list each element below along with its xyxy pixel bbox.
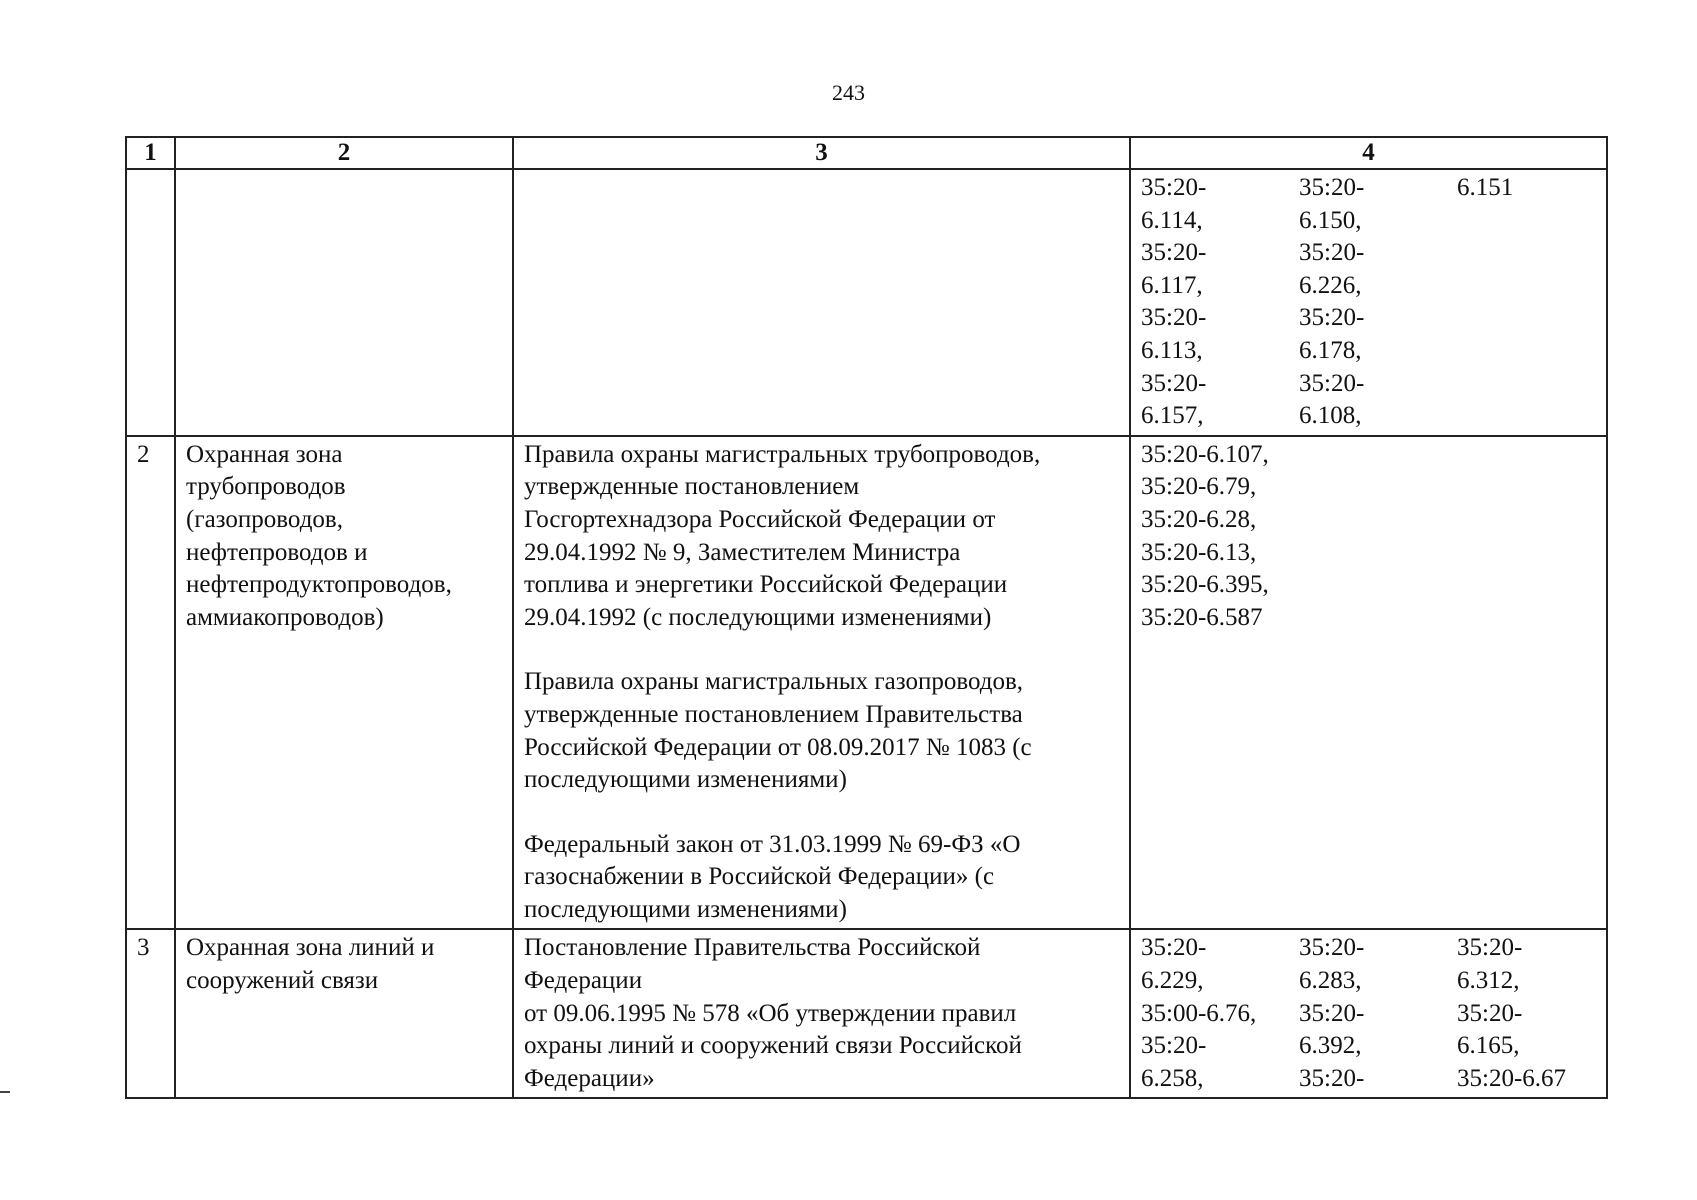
registry-number: 35:20-6.13, [1141,538,1257,566]
legal-document-text: Правила охраны магистральных газопроводов, утвержденные постановлением Правительства Российской Федерации от 08.09.2017 № 1083 (с последующими изменениями) [524,668,1032,794]
registry-number-column [1141,439,1299,635]
legal-basis [513,436,1130,930]
registry-number: 35:20-6.395, [1141,571,1269,599]
row-number: 2 [126,436,175,930]
registry-number: 35:20- [1299,1064,1365,1092]
registry-number-column [1141,932,1299,1095]
registry-number: 6.113, [1141,336,1203,364]
registry-number: 35:20-6.107, [1141,440,1269,468]
legal-document-text: Федеральный закон от 31.03.1999 № 69-ФЗ «О газоснабжении в Российской Федерации» (с последующими изменениями) [524,830,1021,923]
registry-number: 35:20- [1141,934,1207,962]
table-row [126,169,1607,436]
registry-number: 35:20- [1299,999,1365,1027]
legal-basis [513,169,1130,436]
registry-number: 6.392, [1299,1032,1362,1060]
zone-name: Охранная зона линий и сооружений связи [175,929,513,1098]
registry-number: 35:20- [1299,304,1365,332]
table-row [126,929,1607,1098]
registry-number: 6.157, [1141,402,1204,430]
registry-number: 35:20- [1141,174,1207,201]
registry-number: 35:20- [1457,999,1523,1027]
zones-table [125,136,1608,1099]
registry-number: 35:00-6.76, [1141,999,1257,1027]
row-number: 3 [126,929,175,1098]
column-header-1: 1 [126,137,175,169]
registry-number: 35:20- [1299,174,1365,201]
registry-number: 6.229, [1141,967,1204,995]
registry-number: 35:20- [1141,239,1207,267]
registry-number: 35:20- [1141,1032,1207,1060]
registry-number-column [1299,172,1457,433]
registry-number: 35:20-6.67 [1457,1064,1567,1092]
registry-number: 6.283, [1299,967,1362,995]
column-header-4: 4 [1130,137,1607,169]
column-header-2: 2 [175,137,513,169]
registry-number: 35:20- [1141,304,1207,332]
registry-number: 35:20- [1299,239,1365,267]
registry-number-columns [1141,932,1596,1095]
edge-mark [0,1091,10,1093]
row-number [126,169,175,436]
registry-number-columns [1141,439,1596,635]
registry-number: 35:20-6.28, [1141,505,1257,533]
registry-number: 35:20- [1299,369,1365,397]
registry-number: 35:20- [1299,934,1365,962]
registry-numbers [1130,169,1607,436]
registry-number: 35:20- [1141,369,1207,397]
registry-number: 6.150, [1299,206,1362,234]
table-row [126,436,1607,930]
registry-number: 6.312, [1457,967,1520,995]
registry-number-column [1457,172,1596,433]
legal-document-text: Постановление Правительства Российской Федерации от 09.06.1995 № 578 «Об утверждении правил охраны линий и сооружений связи Российской Федерации» [524,934,1022,1092]
page-number: 243 [832,80,865,105]
registry-number: 6.226, [1299,271,1362,299]
registry-number-column [1457,932,1596,1095]
paragraph-gap [524,634,1119,666]
registry-number: 35:20- [1457,934,1523,962]
registry-number: 6.117, [1141,271,1203,299]
registry-number-column [1299,932,1457,1095]
registry-number: 6.165, [1457,1032,1520,1060]
registry-number: 6.114, [1141,206,1203,234]
registry-number: 6.178, [1299,336,1362,364]
registry-number: 6.151 [1457,174,1514,201]
registry-number: 35:20-6.587 [1141,603,1263,631]
registry-number: 6.258, [1141,1064,1204,1092]
table-header-row [126,137,1607,169]
column-header-3: 3 [513,137,1130,169]
legal-document-text: Правила охраны магистральных трубопроводов, утвержденные постановлением Госгортехнадзора Российской Федерации от 29.04.1992 № 9, Заместителем Министра топлива и энергетики Российской Федерации 29.04.1992 (с последующими изменениями) [524,440,1041,631]
registry-numbers [1130,436,1607,930]
registry-number: 35:20-6.79, [1141,473,1257,501]
registry-number: 6.108, [1299,402,1362,430]
registry-number-columns [1141,172,1596,433]
paragraph-gap [524,797,1119,829]
legal-basis [513,929,1130,1098]
zone-name: Охранная зона трубопроводов (газопроводов, нефтепроводов и нефтепродуктопроводов, аммиакопроводов) [175,436,513,930]
zone-name [175,169,513,436]
registry-numbers [1130,929,1607,1098]
registry-number-column [1141,172,1299,433]
